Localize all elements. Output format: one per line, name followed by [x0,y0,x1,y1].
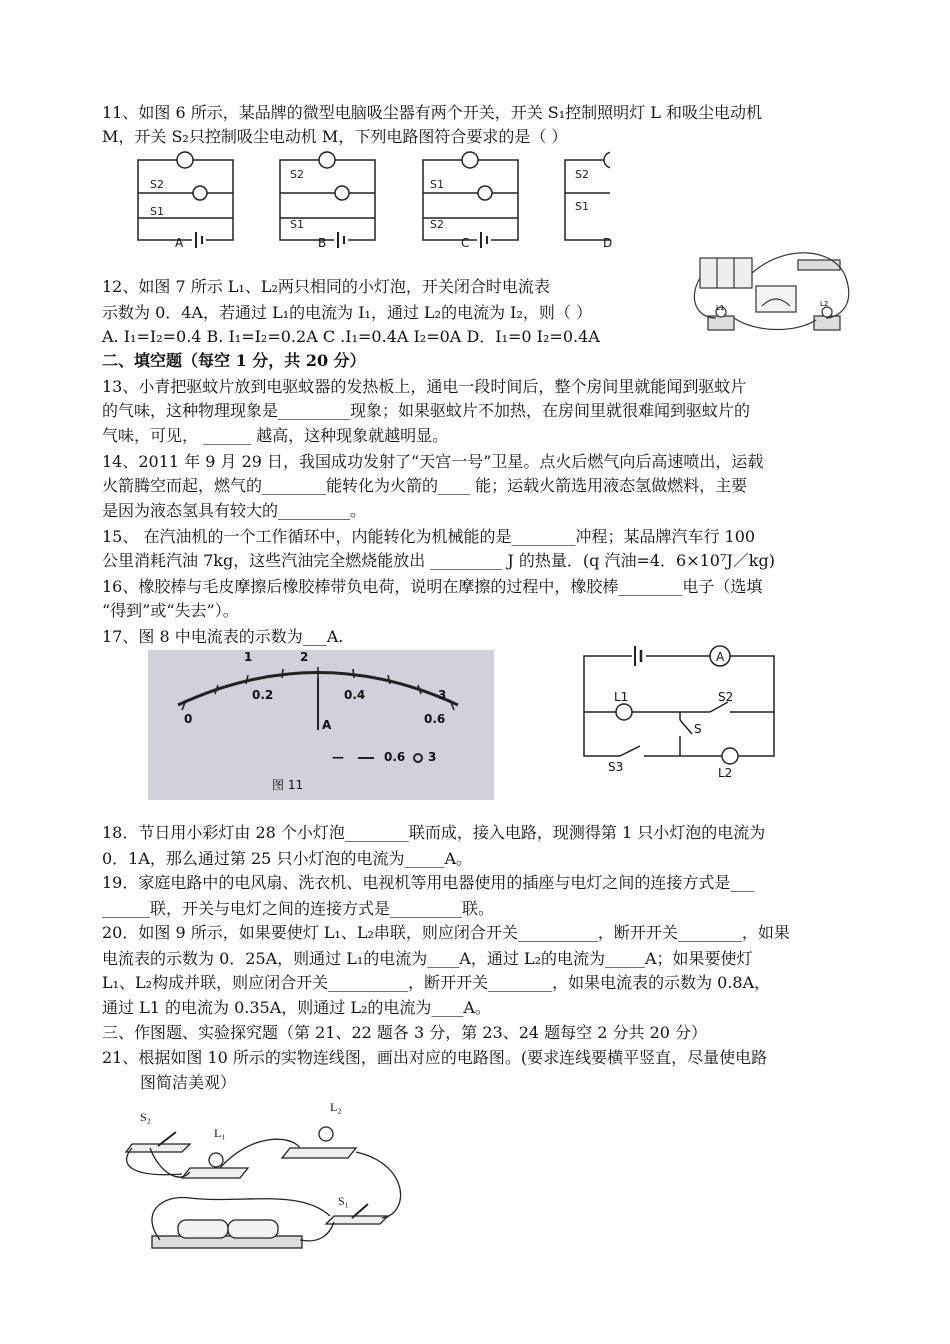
svg-text:S1: S1 [575,200,589,213]
q14-line2: 火箭腾空而起，燃气的________能转化为火箭的____ 能；运载火箭选用液态氢做燃料，主要 [102,476,748,495]
q14-line1: 14、2011 年 9 月 29 日，我国成功发射了“天宫一号”卫星。点火后燃气向后高速喷出，运载 [102,452,764,471]
s-label: S [694,722,702,736]
lamp-icon [722,748,738,764]
l1-label: L₁ [214,1126,226,1140]
option-label: D [603,236,613,250]
q20-line4: 通过 L1 的电流为 0.35A，则通过 L₂的电流为____A。 [102,998,491,1017]
q11-line1: 11、如图 6 所示，某品牌的微型电脑吸尘器有两个开关，开关 S₁控制照明灯 L 和吸尘电动机 [102,103,762,122]
svg-text:S2: S2 [150,178,164,191]
svg-text:L2: L2 [820,300,829,308]
unit-label: A [322,718,332,732]
option-label: C [461,236,470,250]
q12-line2: 示数为 0．4A，若通过 L₁的电流为 I₁，通过 L₂的电流为 I₂，则（ ） [102,303,592,322]
svg-text:L1: L1 [716,304,725,312]
q15-line1: 15、 在汽油机的一个工作循环中，内能转化为机械能的是________冲程；某品牌汽车行 100 [102,527,756,546]
q19-line1: 19．家庭电路中的电风扇、洗衣机、电视机等用电器使用的插座与电灯之间的连接方式是___ [102,873,755,892]
q13-line3: 气味，可见， ______ 越高，这种现象就越明显。 [102,426,449,445]
q11-circuit-diagrams [130,148,613,250]
l2-label: L2 [718,766,733,780]
q20-line2: 电流表的示数为 0．25A，则通过 L₁的电流为____A，通过 L₂的电流为_____A；如果要使灯 [102,949,753,968]
q21-line1: 21、根据如图 10 所示的实物连线图，画出对应的电路图。(要求连线要横平竖直，尽量使电路 [102,1048,768,1067]
scale-0-4: 0.4 [344,688,366,702]
section2-heading: 二、填空题（每空 1 分，共 20 分） [102,351,366,370]
lamp-icon [193,186,207,200]
ammeter-label: A [716,650,725,664]
svg-text:S1: S1 [290,218,304,231]
terminal-3: 3 [428,750,437,764]
motor-icon [462,152,478,168]
svg-text:S1: S1 [150,205,164,218]
scale-0-6: 0.6 [424,712,446,726]
svg-text:S2: S2 [290,168,304,181]
q15-line2: 公里消耗汽油 7kg，这些汽油完全燃烧能放出 _________ J 的热量．(q 汽油=4．6×10⁷J／kg) [102,551,775,570]
scale-0-2: 0.2 [252,688,274,702]
q21-line2: 图简洁美观） [140,1073,237,1092]
l1-label: L1 [614,690,629,704]
q11-line2: M，开关 S₂只控制吸尘电动机 M，下列电路图符合要求的是（ ） [102,127,568,146]
scale-0: 0 [184,712,193,726]
motor-icon [604,152,610,168]
terminal-0-6: 0.6 [384,750,406,764]
q12-line1: 12、如图 7 所示 L₁、L₂两只相同的小灯泡，开关闭合时电流表 [102,277,550,296]
upper-2: 2 [300,650,309,664]
upper-3: 3 [438,688,447,702]
s1-label: S₁ [338,1194,349,1208]
q19-line2: ______联，开关与电灯之间的连接方式是_________联。 [102,899,495,918]
motor-icon [177,152,193,168]
s2-label: S₂ [140,1110,151,1124]
q16-line2: “得到”或“失去”）。 [102,601,239,620]
minus-terminal: — [332,750,344,764]
section3-heading: 三、作图题、实验探究题（第 21、22 题各 3 分，第 23、24 题每空 2 分共 20 分） [102,1023,708,1042]
s2-label: S2 [718,690,734,704]
q14-line3: 是因为液态氢具有较大的_________。 [102,501,367,520]
q13-line2: 的气味，这种物理现象是_________现象；如果驱蚊片不加热，在房间里就很难闻到驱蚊片的 [102,401,751,420]
svg-text:S2: S2 [575,168,589,181]
q13-line1: 13、小青把驱蚊片放到电驱蚊器的发热板上，通电一段时间后，整个房间里就能闻到驱蚊片 [102,377,747,396]
fig7-apparatus [686,248,860,340]
q16-line1: 16、橡胶棒与毛皮摩擦后橡胶棒带负电荷，说明在摩擦的过程中，橡胶棒________电子（选填 [102,577,763,596]
q18-line2: 0．1A，那么通过第 25 只小灯泡的电流为_____A。 [102,849,473,868]
ammeter-dial-photo [148,650,494,800]
option-label: A [175,236,184,250]
lamp-icon [478,186,492,200]
svg-text:S1: S1 [430,178,444,191]
motor-icon [319,152,335,168]
option-label: B [318,236,327,250]
upper-1: 1 [244,650,253,664]
q20-line1: 20．如图 9 所示，如果要使灯 L₁、L₂串联，则应闭合开关__________，断开开关________，如果 [102,923,790,942]
lamp-icon [335,186,349,200]
q18-line1: 18．节日用小彩灯由 28 个小灯泡________联而成，接入电路，现测得第 1 只小灯泡的电流为 [102,823,766,842]
q12-line3: A. I₁=I₂=0.4 B. I₁=I₂=0.2A C .I₁=0.4A I₂=0A D．I₁=0 I₂=0.4A [102,327,600,346]
lamp-icon [616,704,632,720]
l2-label: L₂ [330,1100,342,1114]
fig10-apparatus [120,1104,420,1264]
q17-line: 17、图 8 中电流表的示数为___A. [102,627,344,646]
q20-line3: L₁、L₂构成并联，则应闭合开关__________，断开开关________，如果电流表的示数为 0.8A， [102,973,771,992]
svg-text:S2: S2 [430,218,444,231]
s3-label: S3 [608,760,624,774]
figure-caption: 图 11 [272,778,304,792]
